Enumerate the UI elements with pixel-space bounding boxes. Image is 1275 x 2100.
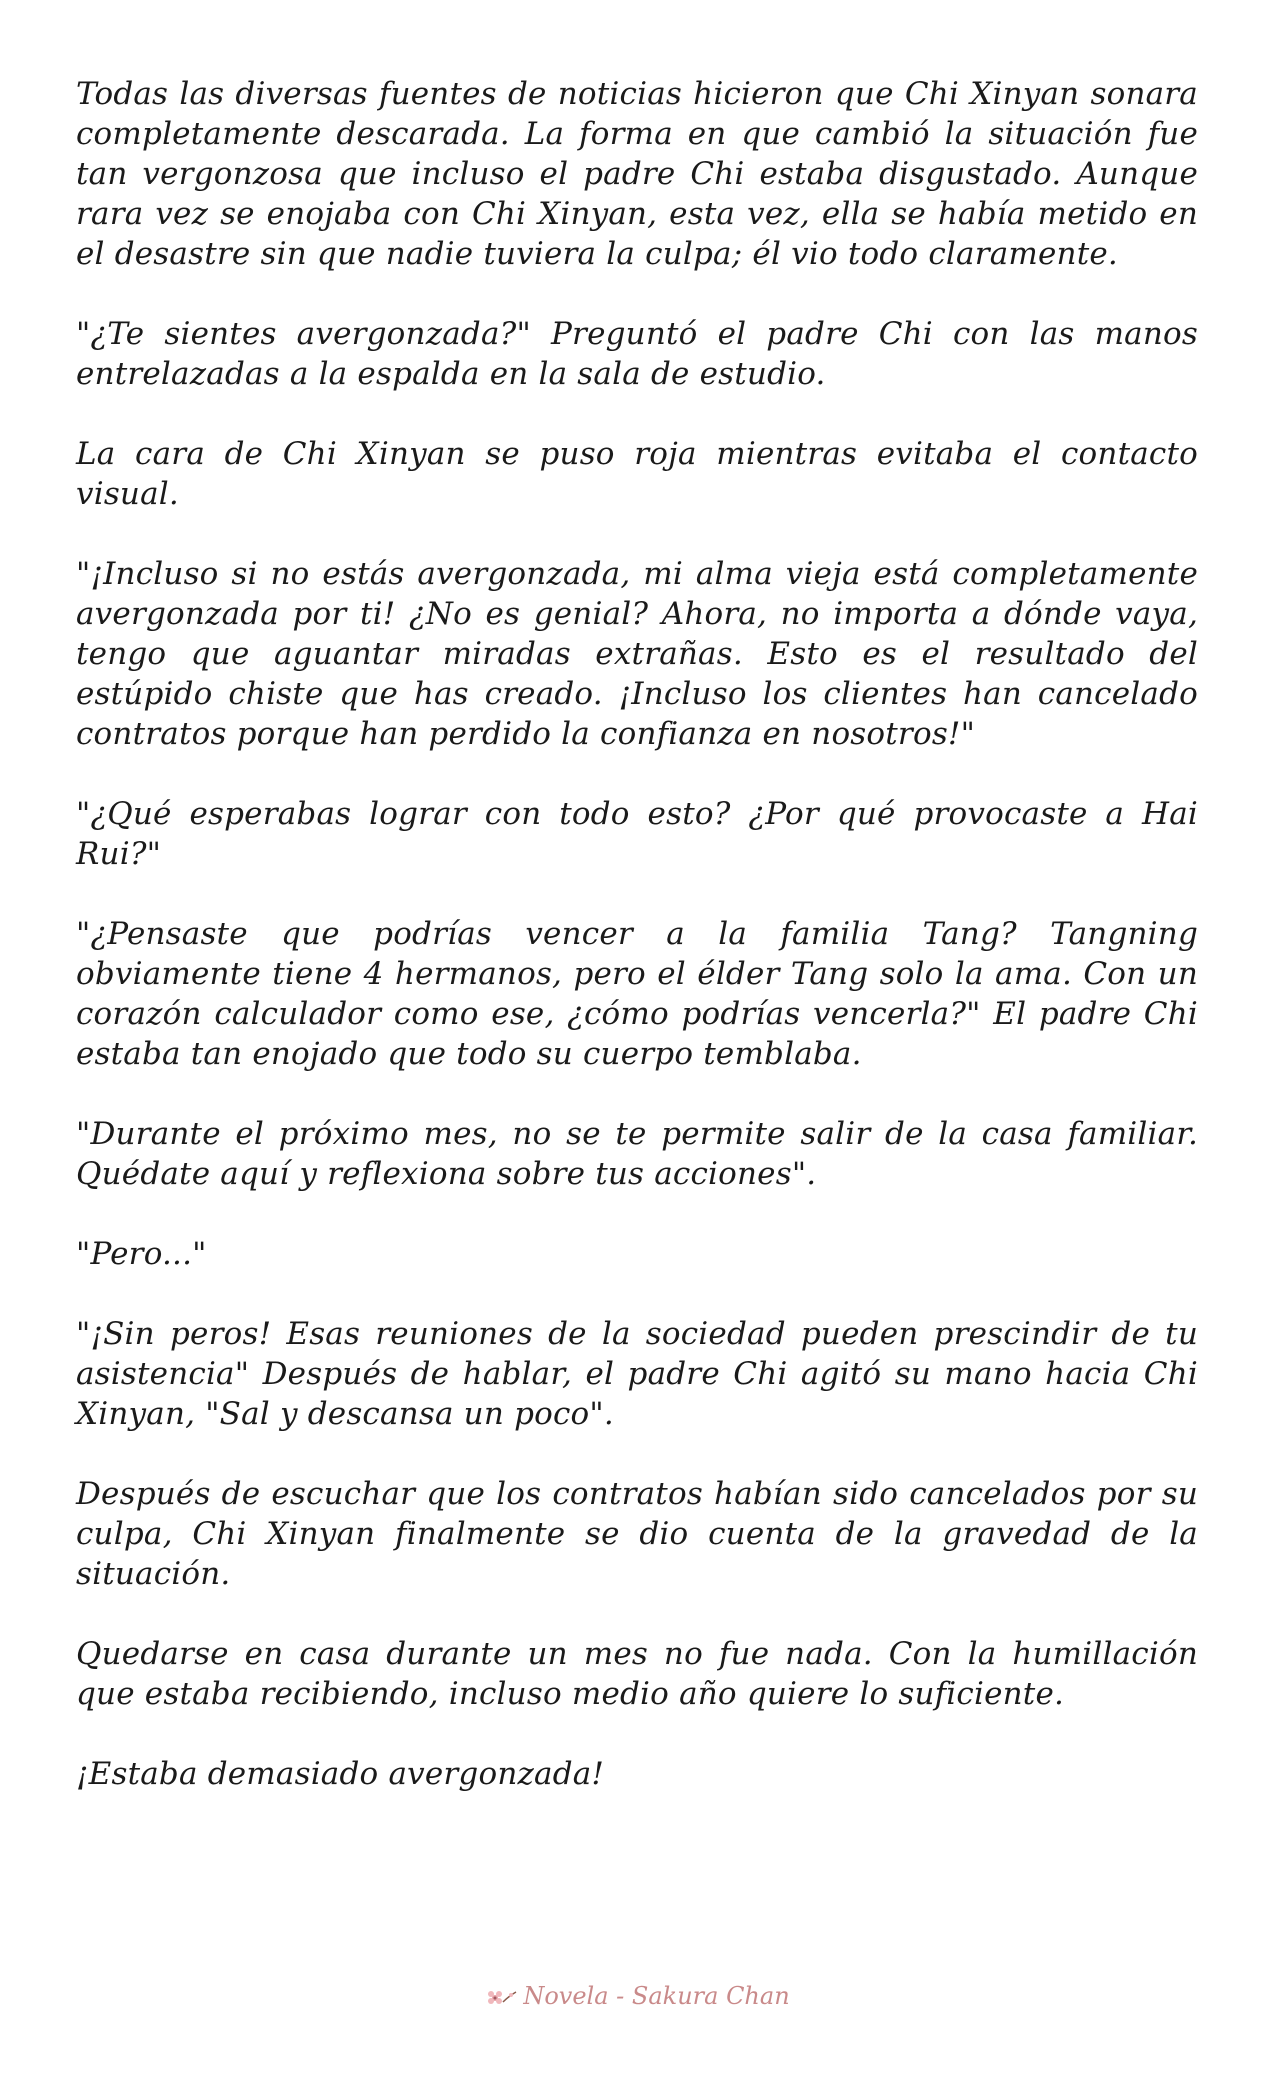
watermark-text: Novela - Sakura Chan	[523, 1982, 790, 2010]
paragraph: "¿Qué esperabas lograr con todo esto? ¿Por qué provocaste a Hai Rui?"	[76, 796, 1198, 872]
document-body	[76, 74, 1198, 1834]
paragraph: "¡Incluso si no estás avergonzada, mi alma vieja está completamente avergonzada por ti! ¿No es genial? Ahora, no importa a dónde vaya, tengo que aguantar miradas extrañas. Esto es el resultado del estúpido chiste que has creado. ¡Incluso los clientes han cancelado contratos porque han perdido la confianza en nosotros!"	[76, 556, 1198, 752]
paragraph: "¿Te sientes avergonzada?" Preguntó el padre Chi con las manos entrelazadas a la espalda en la sala de estudio.	[76, 316, 1198, 392]
paragraph: Todas las diversas fuentes de noticias hicieron que Chi Xinyan sonara completamente descarada. La forma en que cambió la situación fue tan vergonzosa que incluso el padre Chi estaba disgustado. Aunque rara vez se enojaba con Chi Xinyan, esta vez, ella se había metido en el desastre sin que nadie tuviera la culpa; él vio todo claramente.	[76, 76, 1198, 272]
paragraph: "¿Pensaste que podrías vencer a la familia Tang? Tangning obviamente tiene 4 hermanos, pero el élder Tang solo la ama. Con un corazón calculador como ese, ¿cómo podrías vencerla?" El padre Chi estaba tan enojado que todo su cuerpo temblaba.	[76, 916, 1198, 1072]
paragraph: "Durante el próximo mes, no se te permite salir de la casa familiar. Quédate aquí y reflexiona sobre tus acciones".	[76, 1116, 1198, 1192]
sakura-flower-icon	[485, 1986, 519, 2010]
paragraph: Después de escuchar que los contratos habían sido cancelados por su culpa, Chi Xinyan finalmente se dio cuenta de la gravedad de la situación.	[76, 1476, 1198, 1592]
paragraph: La cara de Chi Xinyan se puso roja mientras evitaba el contacto visual.	[76, 436, 1198, 512]
watermark-footer	[0, 1982, 1275, 2010]
paragraph: ¡Estaba demasiado avergonzada!	[76, 1756, 605, 1792]
paragraph: "¡Sin peros! Esas reuniones de la sociedad pueden prescindir de tu asistencia" Después de hablar, el padre Chi agitó su mano hacia Chi Xinyan, "Sal y descansa un poco".	[76, 1316, 1198, 1432]
paragraph: "Pero..."	[76, 1236, 207, 1272]
paragraph: Quedarse en casa durante un mes no fue nada. Con la humillación que estaba recibiendo, incluso medio año quiere lo suficiente.	[76, 1636, 1198, 1712]
